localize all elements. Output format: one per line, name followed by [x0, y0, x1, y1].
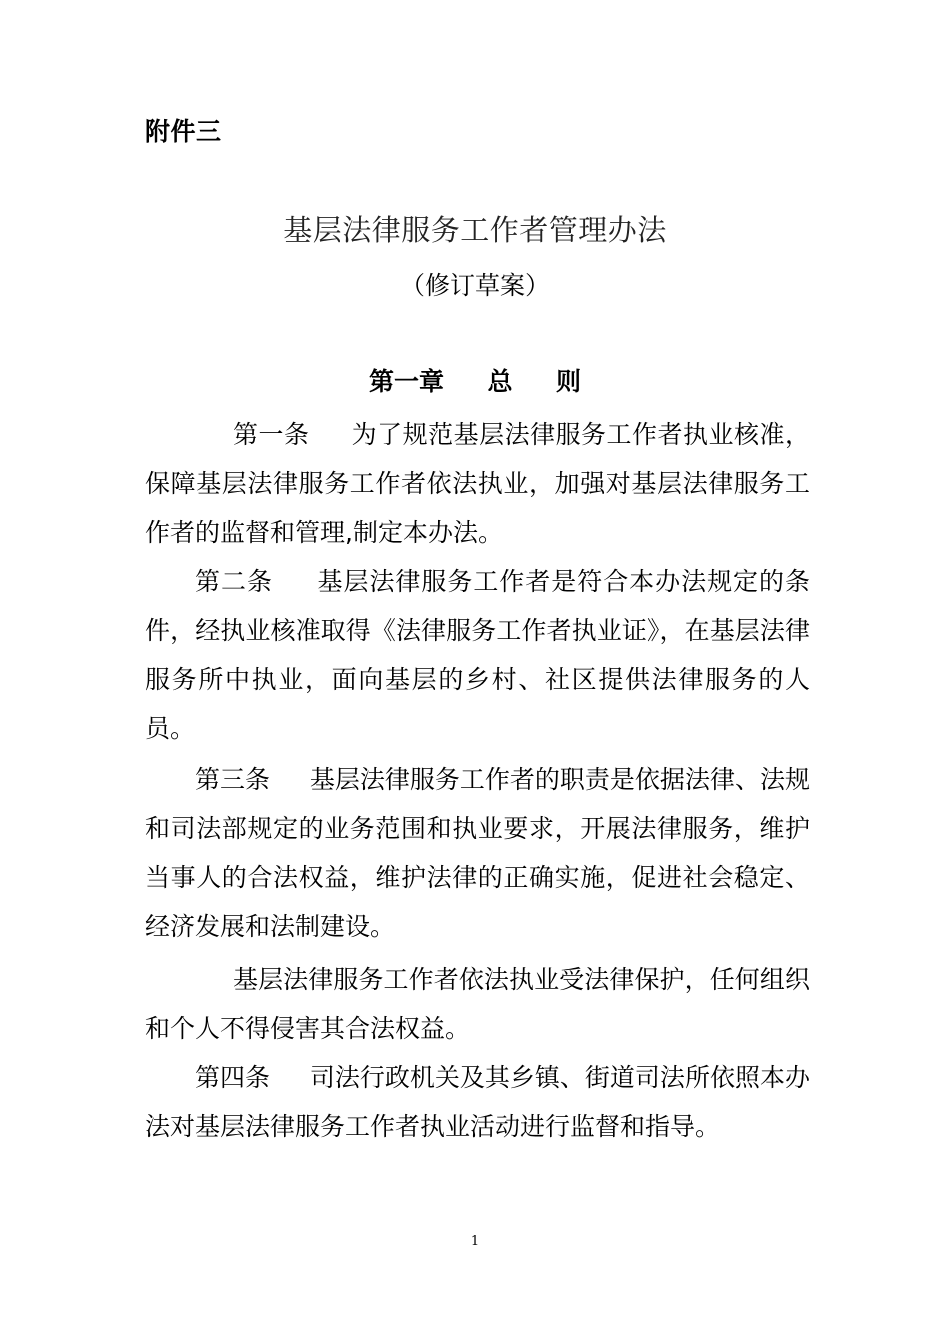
document-subtitle: （修订草案） [399, 271, 550, 300]
article-3 [145, 755, 810, 951]
article-number: 第二条 [195, 567, 273, 596]
article-number: 第四条 [195, 1063, 271, 1092]
article-3-paragraph-2 [145, 955, 810, 1053]
article-2 [145, 557, 810, 753]
article-text: 为了规范基层法律服务工作者执业核准，保障基层法律服务工作者依法执业，加强对基层法律服务工作者的监督和管理,制定本办法。 [145, 420, 810, 547]
chapter-heading: 第一章 总 则 [368, 367, 582, 396]
page-number: 1 [470, 1234, 480, 1249]
document-title: 基层法律服务工作者管理办法 [283, 213, 667, 247]
article-text: 基层法律服务工作者是符合本办法规定的条件，经执业核准取得《法律服务工作者执业证》，在基层法律服务所中执业，面向基层的乡村、社区提供法律服务的人员。 [145, 567, 810, 743]
article-4 [145, 1053, 810, 1151]
article-text: 司法行政机关及其乡镇、街道司法所依照本办法对基层法律服务工作者执业活动进行监督和指导。 [145, 1063, 810, 1141]
attachment-label: 附件三 [145, 117, 222, 146]
article-1 [145, 410, 810, 557]
article-number: 第三条 [195, 765, 271, 794]
article-text: 基层法律服务工作者依法执业受法律保护，任何组织和个人不得侵害其合法权益。 [145, 965, 810, 1043]
article-number: 第一条 [233, 420, 310, 449]
article-text: 基层法律服务工作者的职责是依据法律、法规和司法部规定的业务范围和执业要求，开展法律服务，维护当事人的合法权益，维护法律的正确实施，促进社会稳定、经济发展和法制建设。 [145, 765, 810, 941]
